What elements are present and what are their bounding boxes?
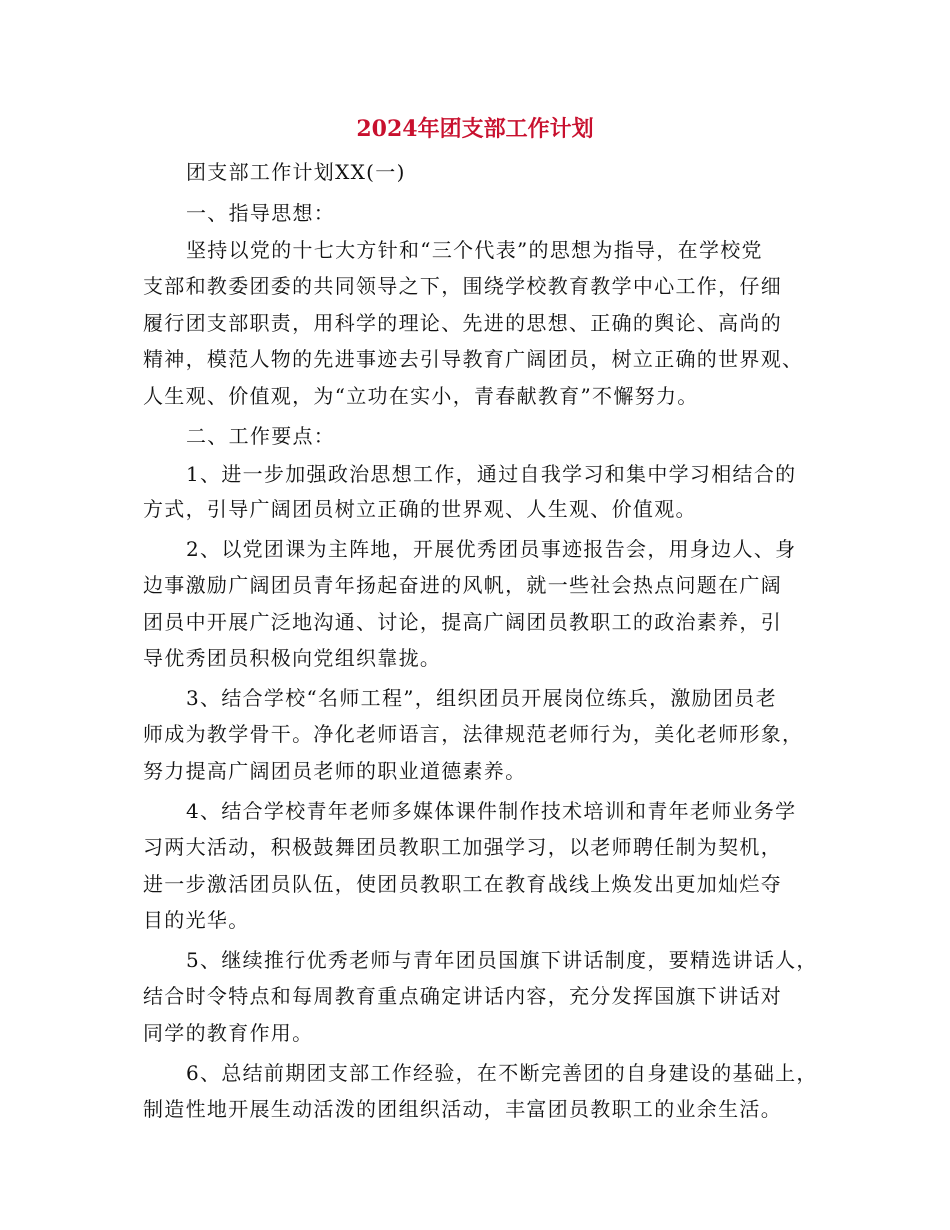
paragraph-line: 1、进一步加强政治思想工作，通过自我学习和集中学习相结合的 — [186, 462, 797, 486]
section-heading-key-points: 二、工作要点： — [186, 424, 336, 448]
paragraph-line: 边事激励广阔团员青年扬起奋进的风帆，就一些社会热点问题在广阔 — [143, 573, 782, 597]
paragraph-line: 同学的教育作用。 — [143, 1021, 314, 1045]
paragraph-line: 制造性地开展生动活泼的团组织活动，丰富团员教职工的业余生活。 — [143, 1097, 782, 1121]
paragraph-line: 坚持以党的十七大方针和“三个代表”的思想为指导，在学校党 — [186, 238, 763, 262]
paragraph-line: 结合时令特点和每周教育重点确定讲话内容，充分发挥国旗下讲话对 — [143, 984, 782, 1008]
paragraph-line: 进一步激活团员队伍，使团员教职工在教育战线上焕发出更加灿烂夺 — [143, 872, 782, 896]
paragraph-line: 导优秀团员积极向党组织靠拢。 — [143, 646, 442, 670]
paragraph-line: 师成为教学骨干。净化老师语言，法律规范老师行为，美化老师形象， — [143, 722, 804, 746]
paragraph-line: 努力提高广阔团员老师的职业道德素养。 — [143, 759, 527, 783]
paragraph-line: 精神，模范人物的先进事迹去引导教育广阔团员，树立正确的世界观、 — [143, 347, 804, 371]
paragraph-line: 4、结合学校青年老师多媒体课件制作技术培训和青年老师业务学 — [186, 799, 797, 823]
paragraph-line: 履行团支部职责，用科学的理论、先进的思想、正确的舆论、高尚的 — [143, 311, 782, 335]
subtitle-line: 团支部工作计划XX(一) — [186, 160, 406, 184]
paragraph-line: 2、以党团课为主阵地，开展优秀团员事迹报告会，用身边人、身 — [186, 537, 797, 561]
section-heading-guiding-thought: 一、指导思想： — [186, 201, 336, 225]
paragraph-line: 方式，引导广阔团员树立正确的世界观、人生观、价值观。 — [143, 497, 697, 521]
paragraph-line: 目的光华。 — [143, 908, 250, 932]
document-title: 2024年团支部工作计划 — [356, 116, 594, 142]
paragraph-line: 3、结合学校“名师工程”，组织团员开展岗位练兵，激励团员老 — [186, 686, 777, 710]
paragraph-line: 支部和教委团委的共同领导之下，围绕学校教育教学中心工作，仔细 — [143, 274, 782, 298]
paragraph-line: 6、总结前期团支部工作经验，在不断完善团的自身建设的基础上， — [186, 1061, 818, 1085]
paragraph-line: 人生观、价值观，为“立功在实小，青春献教育”不懈努力。 — [143, 384, 699, 408]
paragraph-line: 团员中开展广泛地沟通、讨论，提高广阔团员教职工的政治素养，引 — [143, 610, 782, 634]
paragraph-line: 5、继续推行优秀老师与青年团员国旗下讲话制度，要精选讲话人， — [186, 948, 818, 972]
paragraph-line: 习两大活动，积极鼓舞团员教职工加强学习，以老师聘任制为契机， — [143, 835, 782, 859]
